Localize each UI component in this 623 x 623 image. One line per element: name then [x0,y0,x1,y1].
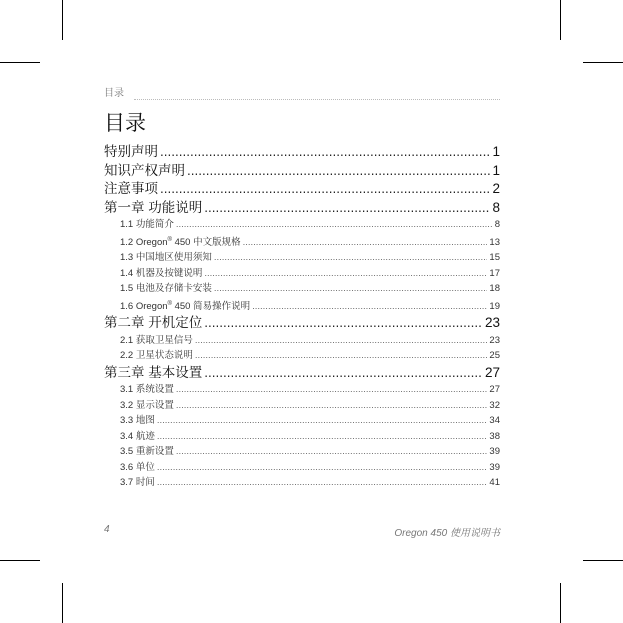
toc-entry-page: 27 [484,364,500,380]
header-dotted-rule [134,99,500,100]
toc-section-entry[interactable] [104,429,500,445]
toc-entry-page: 32 [489,399,500,411]
toc-entry-label: 3.6 单位 [120,461,155,473]
toc-entry-label: 3.2 显示设置 [120,399,174,411]
toc-entry-label: 3.1 系统设置 [120,384,174,396]
toc-entry-label: 1.3 中国地区使用须知 [120,252,212,264]
toc-entry-page: 8 [494,219,500,230]
crop-mark-bottom-right-vertical [560,583,561,623]
toc-entry-label: 第三章 基本设置 [104,364,203,380]
crop-mark-top-left-horizontal [0,62,40,63]
crop-mark-top-left-vertical [62,0,63,40]
toc-entry-page: 27 [489,384,500,396]
toc-entry-page: 19 [489,300,500,312]
toc-entry-label: 2.1 获取卫星信号 [120,334,193,346]
toc-entry-page: 41 [489,477,500,489]
table-of-contents [104,143,500,491]
toc-dot-leader [160,143,490,162]
toc-section-entry[interactable] [104,250,500,266]
toc-entry-page: 38 [489,430,500,442]
toc-section-entry[interactable] [104,382,500,398]
toc-entry-label: 2.2 卫星状态说明 [120,350,193,362]
running-footer [104,524,500,538]
toc-dot-leader [176,382,488,398]
toc-dot-leader [176,398,488,414]
toc-section-entry[interactable] [104,217,500,233]
footer-manual-title: Oregon 450 使用说明书 [394,528,500,539]
toc-entry-page: 2 [492,181,500,196]
toc-entry-page: 39 [489,461,500,473]
toc-entry-page: 8 [492,199,500,215]
toc-section-entry[interactable] [104,233,500,251]
toc-entry-page: 23 [484,315,500,331]
toc-entry-page: 18 [489,283,500,295]
toc-entry-page: 39 [489,446,500,458]
toc-chapter-entry[interactable] [104,143,500,162]
toc-section-entry[interactable] [104,281,500,297]
registered-mark: ® [167,300,172,307]
toc-dot-leader [204,199,490,218]
toc-chapter-entry[interactable] [104,180,500,199]
toc-dot-leader [204,266,487,282]
toc-section-entry[interactable] [104,413,500,429]
toc-dot-leader [195,348,488,364]
toc-section-entry[interactable] [104,475,500,491]
crop-mark-top-right-horizontal [583,62,623,63]
toc-entry-label: 知识产权声明 [104,162,185,178]
toc-section-entry[interactable] [104,398,500,414]
toc-entry-label: 3.5 重新设置 [120,446,174,458]
toc-entry-label: 1.1 功能简介 [120,219,174,230]
toc-dot-leader [204,364,483,383]
toc-dot-leader [195,333,488,349]
toc-section-entry[interactable] [104,333,500,349]
crop-mark-bottom-right-horizontal [583,560,623,561]
toc-dot-leader [252,299,487,315]
toc-entry-label: 1.5 电池及存储卡安装 [120,283,212,295]
running-header [104,88,500,102]
toc-entry-label: 特别声明 [104,144,158,159]
toc-chapter-entry[interactable] [104,162,500,181]
toc-entry-page: 25 [489,350,500,362]
toc-chapter-entry[interactable] [104,364,500,383]
toc-entry-label: 第二章 开机定位 [104,315,203,331]
toc-section-entry[interactable] [104,297,500,315]
toc-entry-page: 15 [489,252,500,264]
toc-dot-leader [157,475,488,491]
toc-section-entry[interactable] [104,266,500,282]
toc-section-entry[interactable] [104,348,500,364]
toc-entry-page: 1 [492,144,500,159]
toc-entry-page: 34 [489,415,500,427]
crop-mark-bottom-left-vertical [62,583,63,623]
toc-entry-page: 1 [492,162,500,178]
toc-entry-label: 注意事项 [104,181,158,196]
toc-chapter-entry[interactable] [104,314,500,333]
toc-dot-leader [157,413,488,429]
toc-entry-label: 第一章 功能说明 [104,199,203,215]
toc-section-entry[interactable] [104,460,500,476]
toc-dot-leader [160,180,490,199]
toc-dot-leader [214,250,488,266]
toc-dot-leader [243,235,488,251]
toc-title: 目录 [104,112,146,135]
toc-dot-leader [214,281,488,297]
registered-mark: ® [167,236,172,243]
header-section-label: 目录 [104,88,124,99]
toc-dot-leader [176,444,488,460]
crop-mark-top-right-vertical [560,0,561,40]
toc-entry-page: 23 [489,334,500,346]
toc-dot-leader [204,314,483,333]
toc-dot-leader [157,460,488,476]
crop-mark-bottom-left-horizontal [0,560,40,561]
toc-entry-page: 17 [489,267,500,279]
toc-section-entry[interactable] [104,444,500,460]
toc-dot-leader [157,429,488,445]
toc-dot-leader [187,162,490,181]
footer-page-number: 4 [104,524,110,535]
toc-entry-label: 1.6 Oregon® 450 简易操作说明 [120,300,251,312]
toc-dot-leader [176,217,493,233]
toc-chapter-entry[interactable] [104,199,500,218]
toc-entry-label: 1.4 机器及按键说明 [120,267,203,279]
toc-entry-label: 1.2 Oregon® 450 中文版规格 [120,236,241,248]
toc-entry-page: 13 [489,236,500,248]
toc-entry-label: 3.3 地图 [120,415,155,427]
toc-entry-label: 3.4 航迹 [120,430,155,442]
toc-entry-label: 3.7 时间 [120,477,155,489]
